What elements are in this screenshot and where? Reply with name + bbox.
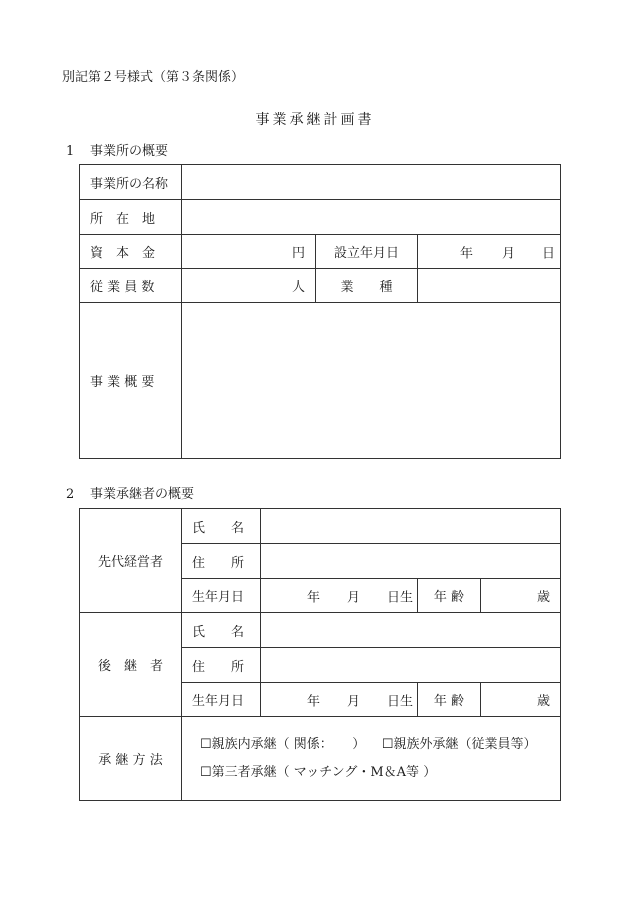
predecessor-name-label: 氏 名	[182, 509, 261, 544]
section1-heading	[66, 140, 168, 159]
successor-month-unit: 月	[347, 694, 361, 709]
successor-overview-table	[79, 508, 561, 801]
method-family-checkbox[interactable]: ☐親族内承継（ 関係： ）	[200, 736, 366, 752]
predecessor-dob-label: 生年月日	[182, 579, 261, 613]
industry-label: 業 種	[316, 269, 418, 303]
successor-address-label: 住 所	[182, 648, 261, 683]
section2-heading	[66, 483, 194, 502]
method-row	[80, 717, 561, 801]
business-field[interactable]	[182, 303, 561, 459]
employees-unit: 人	[291, 280, 305, 295]
business-row	[80, 303, 561, 459]
employees-label: 従 業 員 数	[80, 269, 182, 303]
predecessor-age-unit: 歳	[537, 590, 551, 605]
successor-name-row	[80, 613, 561, 648]
office-name-field[interactable]	[182, 165, 561, 200]
predecessor-name-row	[80, 509, 561, 544]
predecessor-address-field[interactable]	[261, 544, 561, 579]
successor-age-unit: 歳	[537, 694, 551, 709]
successor-name-field[interactable]	[261, 613, 561, 648]
section1-title: 事業所の概要	[90, 144, 169, 159]
successor-year-unit: 年	[307, 694, 321, 709]
method-third-party-checkbox[interactable]: ☐第三者承継（ マッチング・M＆A等 ）	[200, 764, 437, 780]
successor-age-field[interactable]	[481, 683, 561, 717]
address-label: 所 在 地	[80, 200, 182, 235]
method-row-1	[200, 731, 560, 759]
method-row-2	[200, 759, 560, 787]
section2-title: 事業承継者の概要	[90, 487, 195, 502]
employees-row	[80, 269, 561, 303]
successor-dob-field[interactable]	[261, 683, 418, 717]
successor-age-label: 年 齢	[418, 683, 481, 717]
predecessor-age-label: 年 齢	[418, 579, 481, 613]
successor-dob-label: 生年月日	[182, 683, 261, 717]
successor-address-field[interactable]	[261, 648, 561, 683]
employees-field[interactable]	[182, 269, 316, 303]
office-name-label: 事業所の名称	[80, 165, 182, 200]
predecessor-name-field[interactable]	[261, 509, 561, 544]
predecessor-label: 先代経営者	[80, 509, 182, 613]
successor-label: 後 継 者	[80, 613, 182, 717]
document-title: 事業承継計画書	[255, 112, 375, 128]
address-row	[80, 200, 561, 235]
predecessor-dob-field[interactable]	[261, 579, 418, 613]
section1-number: 1	[66, 144, 75, 159]
section2-number: 2	[66, 487, 75, 502]
predecessor-age-field[interactable]	[481, 579, 561, 613]
successor-day-unit: 日生	[387, 694, 414, 709]
capital-field[interactable]	[182, 235, 316, 269]
address-field[interactable]	[182, 200, 561, 235]
industry-field[interactable]	[418, 269, 561, 303]
method-non-family-checkbox[interactable]: ☐親族外承継（従業員等）	[381, 736, 537, 752]
established-label: 設立年月日	[316, 235, 418, 269]
predecessor-address-label: 住 所	[182, 544, 261, 579]
established-month-unit: 月	[502, 246, 516, 261]
method-label: 承 継 方 法	[80, 717, 182, 801]
method-options	[182, 717, 561, 801]
established-date-field[interactable]	[418, 235, 561, 269]
established-day-unit: 日	[542, 246, 556, 261]
established-year-unit: 年	[460, 246, 474, 261]
form-label: 別記第２号様式（第３条関係）	[62, 70, 245, 85]
successor-name-label: 氏 名	[182, 613, 261, 648]
office-name-row	[80, 165, 561, 200]
predecessor-month-unit: 月	[347, 590, 361, 605]
capital-label: 資 本 金	[80, 235, 182, 269]
predecessor-day-unit: 日生	[387, 590, 414, 605]
predecessor-year-unit: 年	[307, 590, 321, 605]
business-label: 事 業 概 要	[80, 303, 182, 459]
capital-row	[80, 235, 561, 269]
capital-unit: 円	[291, 246, 305, 261]
office-overview-table	[79, 164, 561, 459]
